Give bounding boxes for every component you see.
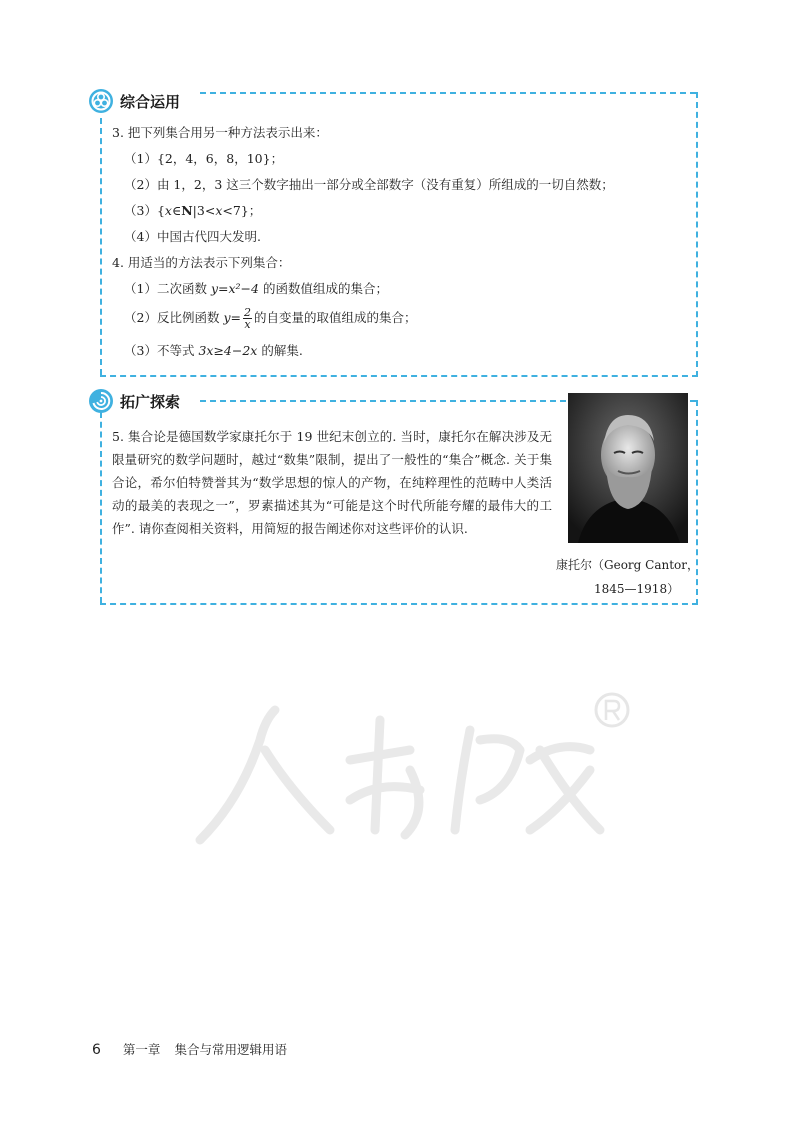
section2-frame-left [100,412,102,603]
section2-title: 拓广探索 [120,391,186,412]
q3-stem: 3. 把下列集合用另一种方法表示出来： [112,125,328,140]
portrait-caption-line2: 1845—1918） [594,582,680,596]
q3-item-3-prefix: （3）{ [124,203,165,218]
q4-item-2 [124,306,417,330]
page-number: 6 [92,1042,101,1058]
q3-item-3-rest: |3< [192,203,216,218]
fraction-numerator: 2 [244,306,251,319]
q4-item-1-prefix: （1）二次函数 [124,281,207,296]
q3-item-4: （4）中国古代四大发明. [124,229,261,244]
chapter-label: 第一章 [122,1042,161,1057]
q5-paragraph: 5. 集合论是德国数学家康托尔于 19 世纪末创立的. 当时，康托尔在解决涉及无限量研究的数学问题时，越过“数集”限制，提出了一般性的“集合”概念. 关于集合论，希尔伯特赞誉其为“数学思想的惊人的产物，在纯粹理性的范畴中人类活动的最美的表现之一”，罗素描述其为“可能是这个时代所能夸耀的最伟大的工作”. 请你查阅相关资料，用简短的报告阐述你对这些评价的认识. [112,429,552,536]
q4-item-3-prefix: （3）不等式 [124,343,195,358]
q3-item-3-var2: x [215,203,223,218]
q4-item-2-suffix: 的自变量的取值组成的集合； [254,310,417,325]
page-footer [92,1040,287,1058]
q4-item-1-suffix: 的函数值组成的集合； [262,281,388,296]
fraction-denominator: x [244,318,251,331]
q3-item-3-end: <7}； [222,203,262,218]
section1-frame-top [200,92,696,94]
q3-item-3 [124,202,261,220]
q3-item-1: （1）{2，4，6，8，10}； [124,151,284,166]
publisher-watermark-logo [180,680,640,850]
q3-item-3-var: x [164,203,172,218]
cantor-portrait [568,393,688,543]
tri-circle-icon [88,88,114,114]
q4-item-2-fraction [243,307,252,330]
section1-header [88,88,186,114]
q4-item-2-prefix: （2）反比例函数 [124,310,220,325]
q4-item-3-expr: 3x≥4−2x [198,343,258,358]
swirl-icon [88,388,114,414]
portrait-caption-line1: 康托尔（Georg Cantor， [556,558,699,572]
q4-item-3-suffix: 的解集. [261,343,303,358]
section1-title: 综合运用 [120,91,186,112]
q4-stem: 4. 用适当的方法表示下列集合： [112,255,291,270]
section1-frame-left [100,118,102,375]
q4-item-2-expr: y= [223,310,241,325]
q4-item-1-expr: y=x²−4 [210,281,259,296]
chapter-title: 集合与常用逻辑用语 [174,1042,287,1057]
q3-item-2: （2）由 1，2，3 这三个数字抽出一部分或全部数字（没有重复）所组成的一切自然数； [124,177,614,192]
q4-item-3 [124,342,303,360]
q3-item-3-in: ∈ [171,203,182,218]
q3-item-3-set: N [181,203,193,218]
section2-header [88,388,186,414]
q4-item-1 [124,280,388,298]
